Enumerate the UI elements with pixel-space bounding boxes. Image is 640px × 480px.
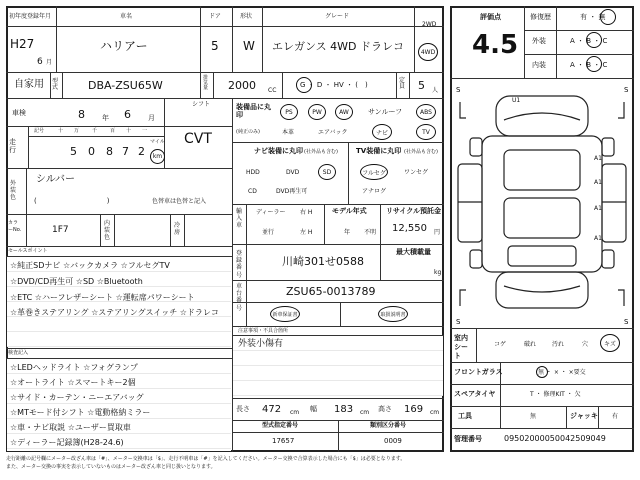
model-year-year: 年 [344, 229, 351, 236]
import-parallel: 並行 [262, 229, 275, 236]
capacity-label: 定員 [399, 77, 406, 90]
tools-value: 無 [530, 413, 537, 420]
doors-label: ドア [209, 13, 221, 20]
equipment-sub: (純正のみ) [236, 129, 260, 135]
exterior-grade-b-circle [586, 32, 602, 48]
inspector-note-line: ☆LEDヘッドライト ☆フォグランプ [10, 363, 138, 372]
navi-sub: (社外品も含む) [304, 149, 338, 155]
mileage-header: 記号 [34, 128, 45, 134]
diagram-mark-s: S [456, 86, 461, 94]
import-left-handle: 左 H [300, 229, 313, 236]
tools-label: 工具 [458, 412, 472, 420]
equipment-abs: ABS [416, 104, 436, 120]
mileage-label: 走行 [9, 138, 16, 155]
mileage-digit: 2 [138, 145, 145, 158]
max-load-label: 最大積載量 [396, 248, 431, 256]
exterior-grade-label: 外装 [532, 37, 546, 45]
diagram-mark-u1: U1 [512, 97, 521, 104]
car-name: ハリアー [100, 39, 148, 53]
length-unit: cm [290, 409, 300, 416]
sales-points-area [7, 257, 231, 347]
recycle-value: 12,550 [392, 223, 427, 234]
repair-none-circle [600, 9, 616, 25]
height-label: 高さ [378, 405, 392, 413]
inspector-note-line: ☆オートライト ☆スマートキー2個 [10, 378, 136, 387]
management-label: 管理番号 [454, 435, 482, 443]
footer-line: また、メーター交換の事実を表示していないものはメーター改ざん車と同じ扱いとなります。 [6, 463, 216, 470]
displacement-label: 排気量 [203, 75, 209, 91]
equipment-tv: TV [416, 124, 436, 140]
seat-burn: コゲ [494, 341, 507, 348]
inspector-note-line: ☆車・ナビ取説 ☆ユーザー買取車 [10, 423, 131, 432]
mileage-header: 一 [142, 128, 148, 134]
inspector-note-line: ☆ディーラー記録簿(H28-24.6) [10, 438, 124, 447]
front-glass-none-circle [536, 366, 548, 378]
diagram-mark-s: S [456, 318, 461, 326]
color-no-label: カラーNo. [8, 220, 22, 233]
sales-point-line: ☆DVD/CD再生可 ☆SD ☆Bluetooth [10, 277, 143, 286]
navi-label: ナビ装備に丸印 [254, 147, 303, 155]
reg-month-unit: 月 [46, 59, 53, 66]
sales-point-line: ☆ETC ☆ハーフレザーシート ☆運転席パワーシート [10, 293, 195, 302]
tv-analog: アナログ [362, 188, 387, 195]
mileage-header: 万 [74, 128, 80, 134]
tv-sub: (社外品も含む) [404, 149, 438, 155]
mileage-digit: 0 [88, 145, 95, 158]
import-dealer: ディーラー [256, 209, 286, 216]
equipment-pw: PW [308, 104, 326, 120]
tv-oneseg: ワンセグ [404, 169, 429, 176]
height-value: 169 [404, 404, 424, 415]
length-label: 長さ [236, 405, 250, 413]
mileage-digit: 7 [122, 145, 129, 158]
mileage-unit-mile: マイル [150, 139, 165, 145]
drive-4wd: 4WD [420, 48, 436, 56]
inspection-year-unit: 年 [102, 114, 109, 122]
model-year-unknown: 不明 [364, 229, 377, 236]
doors: 5 [211, 39, 219, 53]
mileage-digit: 5 [70, 145, 77, 158]
navi-dvd: DVD [286, 169, 300, 176]
car-name-label: 車名 [120, 13, 133, 20]
type-spec-value: 17657 [272, 437, 295, 445]
interior-color-label: 内装色 [104, 220, 111, 242]
model-year-label: モデル年式 [332, 207, 367, 215]
import-right-handle: 右 H [300, 209, 313, 216]
tv-label: TV装備に丸印 [356, 147, 402, 155]
tv-fullseg: フルセグ [360, 164, 388, 180]
equipment-navi: ナビ [372, 124, 392, 140]
shape-label: 形状 [240, 13, 253, 20]
width-label: 幅 [310, 405, 317, 413]
shift: CVT [184, 131, 212, 147]
mileage-header: 百 [110, 128, 116, 134]
notes-text: 外装小傷有 [238, 339, 284, 349]
model-label: 型式 [52, 78, 59, 91]
registration-label: 登録番号 [236, 250, 243, 279]
diagram-mark-a1: A1 [594, 155, 602, 162]
spare-tire-label: スペアタイヤ [454, 390, 496, 398]
management-number: 09502000050042509049 [504, 434, 606, 443]
car-body-diagram [452, 80, 632, 328]
interior-seat-label: 室内シート [454, 334, 468, 361]
max-load-kg: kg [434, 269, 442, 276]
drive-2wd: 2WD [422, 21, 437, 28]
mileage-header: 十 [126, 128, 132, 134]
fuel: G ・ D ・ HV ・ ( ) [300, 81, 368, 89]
jack-value: 有 [612, 413, 619, 420]
aircon-label: 冷房 [174, 222, 181, 237]
equipment-ps: PS [280, 104, 298, 120]
score: 4.5 [472, 30, 519, 60]
type-spec-label: 型式指定番号 [262, 422, 299, 429]
diagram-mark-a1: A1 [594, 179, 602, 186]
footer-note [6, 456, 634, 471]
shape: W [243, 39, 255, 53]
score-label: 評価点 [480, 13, 501, 21]
mileage-header: 十 [58, 128, 64, 134]
interior-grade-label: 内装 [532, 61, 546, 69]
equipment-airbag: エアバック [318, 129, 348, 136]
displacement: 2000 [228, 79, 256, 92]
spare-tire-value: T ・ 修理KIT ・ 欠 [530, 391, 581, 398]
equipment-leather: 本革 [282, 129, 295, 136]
color-no: 1F7 [52, 225, 69, 235]
inspector-note-line: ☆サイド・カーテン・ニーエアバッグ [10, 393, 144, 402]
inspection-month: 6 [124, 108, 131, 121]
grade: エレガンス 4WD ドラレコ [272, 40, 405, 53]
model: DBA-ZSU65W [88, 79, 163, 92]
import-label: 輸入車 [236, 208, 243, 230]
mileage-unit-km-circle [150, 149, 165, 164]
equipment-sunroof: サンルーフ [368, 108, 403, 116]
footer-line: 走行距離の記号欄にメーター改ざん車は「#」、メーター交換車は「$」、走行不明車は「#」を記入してください。メーター交換で合算表示した場合にも「$」は必要となります。 [6, 456, 406, 462]
recycle-yen: 円 [434, 229, 441, 236]
exterior-color-label: 外装色 [10, 180, 17, 202]
recycle-label: リサイクル預託金 [386, 207, 442, 215]
interior-grade-options: A ・ B ・ C [570, 61, 608, 69]
width-value: 183 [334, 404, 354, 415]
height-unit: cm [430, 409, 440, 416]
inspector-notes-label: 検査記入 [8, 350, 29, 356]
sales-point-line: ☆革巻きステアリング ☆ステアリングスイッチ ☆ドラレコ [10, 308, 219, 317]
inspector-note-line: ☆MTモード付シフト ☆電動格納ミラー [10, 408, 151, 417]
cc-unit: CC [268, 87, 277, 94]
mileage-header: 千 [92, 128, 98, 134]
navi-dvd-play: DVD再生可 [276, 188, 308, 195]
diagram-mark-s: S [624, 86, 629, 94]
chassis-label: 車台番号 [236, 283, 243, 312]
equipment-aw: AW [335, 104, 353, 120]
chassis-number: ZSU65-0013789 [286, 285, 376, 298]
reg-year: H27 [10, 37, 35, 51]
jack-label: ジャッキ [570, 412, 598, 420]
mileage-unit-km: km [152, 153, 163, 160]
seat-stain: 汚れ [552, 341, 565, 348]
shift-label: シフト [192, 101, 211, 108]
diagram-mark-s: S [624, 318, 629, 326]
interior-grade-b-circle [586, 56, 602, 72]
exterior-grade-options: A ・ B ・ C [570, 37, 608, 45]
new-warranty-circle: 新車保証書 [270, 306, 300, 322]
class-label: 類別区分番号 [370, 422, 407, 429]
exterior-color: シルバー [36, 174, 76, 185]
width-unit: cm [360, 409, 370, 416]
diagram-mark-a1: A1 [594, 205, 602, 212]
seat-scratch-circle: キズ [600, 334, 620, 352]
exterior-color-paren: ( ) [34, 197, 110, 205]
seat-hole: 穴 [582, 341, 589, 348]
seat-tear: 破れ [524, 341, 537, 348]
class-value: 0009 [384, 437, 402, 445]
mileage-digit: 8 [106, 145, 113, 158]
notes-label: 注意事項・不具合箇所 [238, 328, 289, 334]
sales-point-line: ☆純正SDナビ ☆バックカメラ ☆フルセグTV [10, 261, 170, 270]
grade-label: グレード [325, 13, 350, 20]
registration-number: 川崎301せ0588 [282, 255, 364, 268]
exterior-color-note: 色替車は色替と記入 [152, 198, 207, 205]
navi-cd: CD [248, 188, 257, 195]
reg-year-label: 初年度登録年月 [9, 13, 52, 20]
inspection-label: 車検 [12, 109, 26, 117]
length-value: 472 [262, 404, 282, 415]
usage: 自家用 [14, 79, 44, 90]
drive-4wd-circle [418, 43, 438, 61]
repair-options: 有 ・ 無 [580, 13, 606, 21]
front-glass-label: フロントガラス [454, 368, 503, 376]
diagram-mark-a1: A1 [594, 235, 602, 242]
capacity-unit: 人 [432, 87, 439, 94]
navi-sd: SD [318, 164, 336, 180]
navi-hdd: HDD [246, 169, 260, 176]
inspection-month-unit: 月 [148, 114, 155, 122]
manual-circle: 取扱説明書 [378, 306, 408, 322]
inspection-year: 8 [78, 108, 85, 121]
capacity: 5 [418, 79, 425, 92]
repair-label: 修復歴 [530, 13, 551, 21]
equipment-label: 装備品に丸印 [236, 103, 271, 119]
sales-points-label: セールスポイント [8, 248, 48, 254]
front-glass-value: 無 ・ × ・ ×要交 [538, 369, 586, 376]
reg-month: 6 [37, 57, 43, 67]
